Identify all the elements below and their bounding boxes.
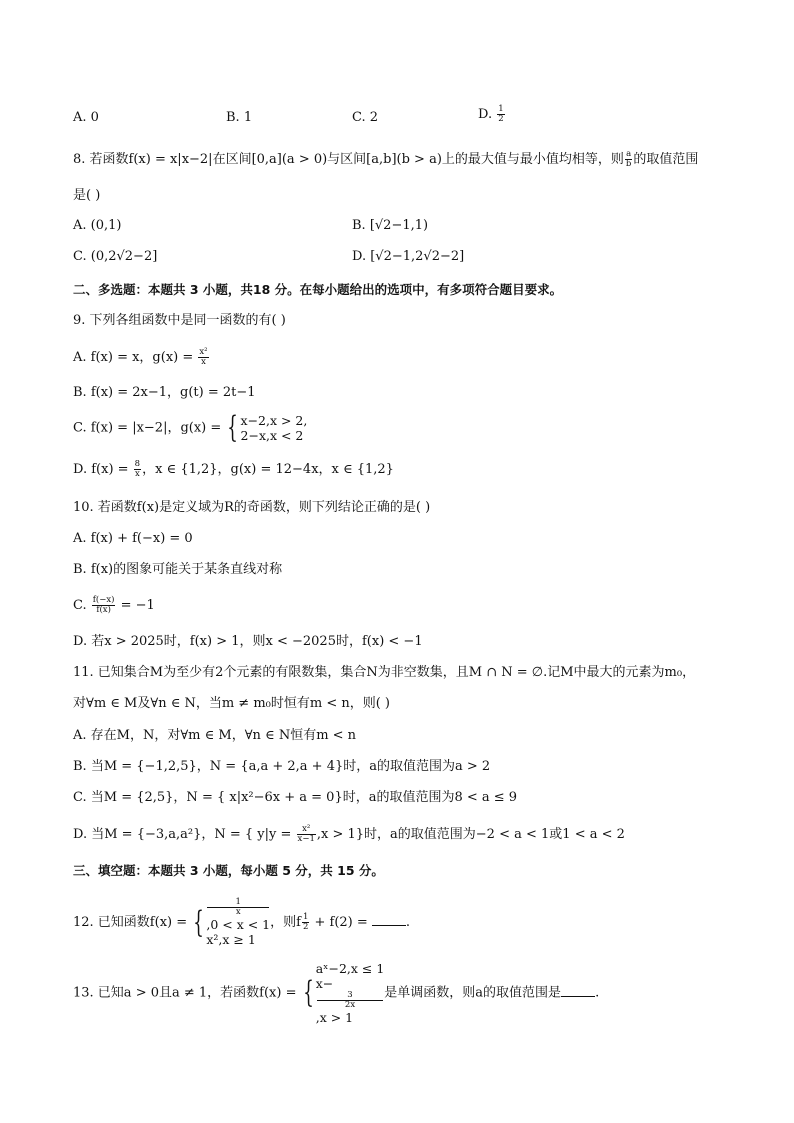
q8-ratio-fraction bbox=[625, 150, 632, 169]
case-line: x²,x ≥ 1 bbox=[206, 932, 256, 947]
q9-option-c-cases bbox=[241, 413, 308, 443]
q8-stem-cont: 是( ) bbox=[73, 188, 101, 203]
q7-option-d bbox=[478, 105, 506, 124]
q12-case1-fraction bbox=[207, 898, 269, 917]
fraction-numerator: 3 bbox=[317, 991, 384, 1001]
q11-option-d-text: D. 当M = {−3,a,a²}，N = { y|y = bbox=[73, 827, 296, 842]
fraction-denominator: x bbox=[134, 469, 140, 479]
q9-option-d-fraction bbox=[134, 460, 141, 479]
fraction-denominator: 2x bbox=[344, 1000, 356, 1010]
fraction-denominator: 2 bbox=[302, 922, 309, 932]
q12-argument-fraction bbox=[302, 913, 309, 932]
q12-cases bbox=[206, 898, 270, 947]
q11-option-d-fraction bbox=[297, 825, 316, 844]
answer-blank[interactable] bbox=[561, 984, 595, 997]
q8-option-d: D. [√2−1,2√2−2] bbox=[352, 249, 465, 264]
fraction-denominator: 2 bbox=[498, 114, 504, 124]
q11-option-a: A. 存在M，N，对∀m ∈ M，∀n ∈ N恒有m < n bbox=[73, 728, 357, 743]
answer-blank[interactable] bbox=[372, 913, 406, 926]
q7-option-a: A. 0 bbox=[73, 110, 99, 125]
fraction-denominator: x bbox=[235, 907, 241, 917]
q9-option-d-text: D. f(x) = bbox=[73, 462, 133, 477]
fraction-denominator: b bbox=[625, 159, 632, 169]
q12-stem-end: . bbox=[405, 915, 411, 930]
fraction-numerator: x² bbox=[199, 347, 208, 357]
q12-stem-mid: ，则f bbox=[270, 915, 301, 930]
fraction-numerator: 1 bbox=[207, 898, 269, 908]
q12-stem-tail: + f(2) = bbox=[310, 915, 372, 930]
q7-option-d-fraction bbox=[497, 105, 504, 124]
q9-option-b: B. f(x) = 2x−1，g(t) = 2t−1 bbox=[73, 385, 256, 400]
section-fill-in-heading: 三、填空题：本题共 3 小题，每小题 5 分，共 15 分。 bbox=[73, 863, 384, 878]
q9-option-d-tail: ，x ∈ {1,2}，g(x) = 12−4x，x ∈ {1,2} bbox=[142, 462, 394, 477]
q8-stem-tail: 的取值范围 bbox=[633, 152, 699, 167]
q11-option-c: C. 当M = {2,5}，N = { x|x²−6x + a = 0}时，a的取值范围为8 < a ≤ 9 bbox=[73, 790, 518, 805]
q13-stem-text: 13. 已知a > 0且a ≠ 1，若函数f(x) = bbox=[73, 985, 297, 1001]
q11-stem-line2: 对∀m ∈ M及∀n ∈ N，当m ≠ m₀时恒有m < n，则( ) bbox=[73, 696, 391, 711]
case-line: 2−x,x < 2 bbox=[240, 428, 304, 443]
q7-option-d-label: D. bbox=[478, 107, 497, 122]
q10-option-c-tail: = −1 bbox=[116, 598, 155, 613]
q12-stem-text: 12. 已知函数f(x) = bbox=[73, 915, 188, 930]
q9-option-c-text: C. f(x) = |x−2|，g(x) = bbox=[73, 420, 222, 436]
q10-option-c-label: C. bbox=[73, 598, 91, 613]
q11-stem-line1: 11. 已知集合M为至少有2个元素的有限数集，集合N为非空数集，且M ∩ N = ∅.记M中最大的元素为m₀， bbox=[73, 665, 696, 680]
q13-case2-text: x− bbox=[315, 976, 334, 991]
case-line bbox=[316, 976, 385, 1025]
q10-option-c bbox=[73, 596, 155, 615]
fraction-numerator: a bbox=[626, 149, 632, 159]
q11-option-d bbox=[73, 825, 625, 844]
fraction-denominator: x bbox=[201, 357, 206, 367]
fraction-denominator: x−1 bbox=[297, 834, 315, 844]
q13-stem-end: . bbox=[595, 985, 600, 1001]
q8-option-c: C. (0,2√2−2] bbox=[73, 249, 158, 264]
left-brace: { bbox=[193, 904, 205, 940]
section-multiple-choice-heading: 二、多选题：本题共 3 小题，共18 分。在每小题给出的选项中，有多项符合题目要求。 bbox=[73, 282, 563, 297]
q8-option-a: A. (0,1) bbox=[73, 218, 122, 233]
case-line: x−2,x > 2, bbox=[240, 413, 308, 428]
q8-stem-text: 8. 若函数f(x) = x|x−2|在区间[0,a](a > 0)与区间[a,b](b > a)上的最大值与最小值均相等，则 bbox=[73, 152, 624, 167]
q13-cases bbox=[316, 961, 385, 1025]
q10-option-a: A. f(x) + f(−x) = 0 bbox=[73, 531, 193, 546]
q8-option-b: B. [√2−1,1) bbox=[352, 218, 429, 233]
q7-option-c: C. 2 bbox=[352, 110, 379, 125]
q9-option-c bbox=[73, 410, 308, 445]
q9-option-a-text: A. f(x) = x，g(x) = bbox=[73, 350, 198, 365]
left-brace: { bbox=[227, 410, 239, 445]
q10-option-d: D. 若x > 2025时，f(x) > 1，则x < −2025时，f(x) < −1 bbox=[73, 634, 423, 649]
q9-stem: 9. 下列各组函数中是同一函数的有( ) bbox=[73, 313, 286, 328]
fraction-numerator: 8 bbox=[134, 459, 141, 469]
q8-stem bbox=[73, 150, 698, 169]
q13-stem-tail: 是单调函数，则a的取值范围是 bbox=[384, 985, 562, 1001]
q13-stem bbox=[73, 961, 599, 1025]
fraction-numerator: f(−x) bbox=[92, 595, 115, 605]
q12-stem bbox=[73, 898, 410, 947]
q11-option-b: B. 当M = {−1,2,5}，N = {a,a + 2,a + 4}时，a的取值范围为a > 2 bbox=[73, 759, 491, 774]
case-line bbox=[206, 898, 270, 932]
q7-option-b: B. 1 bbox=[226, 110, 253, 125]
q9-option-d bbox=[73, 460, 394, 479]
q13-case2-fraction bbox=[317, 991, 384, 1010]
fraction-numerator: 1 bbox=[498, 104, 504, 114]
q13-case2-condition: ,x > 1 bbox=[315, 1010, 354, 1025]
q10-option-c-fraction bbox=[92, 596, 116, 615]
case-line: aˣ−2,x ≤ 1 bbox=[315, 961, 385, 976]
left-brace: { bbox=[302, 975, 314, 1010]
fraction-denominator: f(x) bbox=[96, 605, 111, 615]
fraction-numerator: 1 bbox=[302, 912, 309, 922]
q9-option-a-fraction bbox=[198, 348, 208, 367]
fraction-numerator: x² bbox=[297, 825, 316, 835]
q10-stem: 10. 若函数f(x)是定义域为R的奇函数，则下列结论正确的是( ) bbox=[73, 500, 431, 515]
q12-case1-condition: ,0 < x < 1 bbox=[206, 917, 271, 932]
q10-option-b: B. f(x)的图象可能关于某条直线对称 bbox=[73, 562, 283, 577]
q9-option-a bbox=[73, 348, 210, 367]
q11-option-d-tail: ,x > 1}时，a的取值范围为−2 < a < 1或1 < a < 2 bbox=[316, 827, 625, 842]
